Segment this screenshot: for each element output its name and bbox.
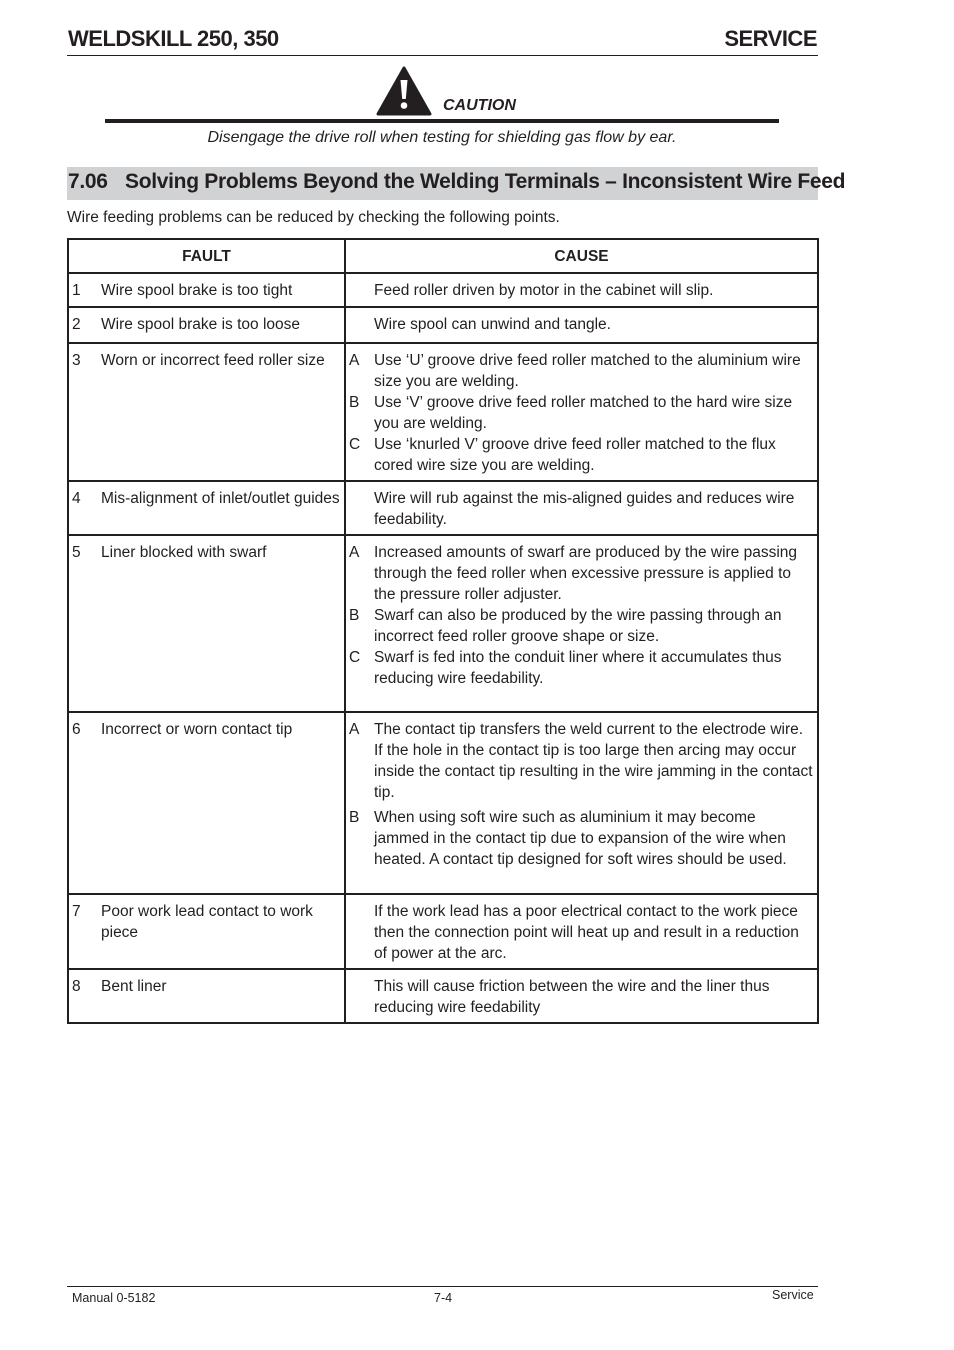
cause-item (349, 434, 813, 476)
fault-text: Liner blocked with swarf (101, 544, 267, 561)
cause-letter (349, 901, 374, 964)
fault-text: Incorrect or worn contact tip (101, 721, 293, 738)
section-number: 7.06 (68, 170, 108, 193)
fault-cell (68, 969, 345, 1023)
cause-cell (345, 712, 818, 894)
intro-paragraph: Wire feeding problems can be reduced by checking the following points. (67, 209, 560, 226)
footer-section: Service (772, 1288, 814, 1302)
section-title: Solving Problems Beyond the Welding Terminals – Inconsistent Wire Feed (125, 170, 846, 193)
fault-number: 6 (72, 721, 81, 738)
caution-rule (105, 119, 779, 123)
header-rule (67, 55, 818, 56)
fault-number: 8 (72, 978, 81, 995)
fault-cell (68, 535, 345, 712)
cause-letter: B (349, 394, 360, 411)
cause-text: Use ‘knurled V’ groove drive feed roller matched to the flux cored wire size you are welding. (374, 436, 776, 474)
caution-label: CAUTION (443, 97, 516, 114)
table-row (68, 481, 818, 535)
cause-cell (345, 894, 818, 969)
fault-text: Wire spool brake is too tight (101, 282, 293, 299)
table-row (68, 894, 818, 969)
cause-letter: C (349, 649, 361, 666)
cause-text: Use ‘U’ groove drive feed roller matched to the aluminium wire size you are welding. (374, 352, 801, 390)
cause-cell (345, 481, 818, 535)
cause-cell (345, 273, 818, 307)
cause-letter (349, 280, 374, 301)
cause-letter: C (349, 436, 361, 453)
cause-item (349, 807, 813, 870)
cause-letter: A (349, 721, 360, 738)
cause-item (349, 488, 813, 530)
cause-letter: B (349, 607, 360, 624)
fault-cell (68, 343, 345, 481)
fault-cell (68, 481, 345, 535)
cause-item (349, 719, 813, 803)
fault-number: 4 (72, 490, 81, 507)
fault-number: 2 (72, 316, 81, 333)
fault-cell (68, 273, 345, 307)
cause-item (349, 542, 813, 605)
cause-item (349, 901, 813, 964)
fault-text: Bent liner (101, 978, 167, 995)
document-title: WELDSKILL 250, 350 (68, 26, 279, 51)
cause-cell (345, 969, 818, 1023)
fault-number: 3 (72, 352, 81, 369)
fault-text: Worn or incorrect feed roller size (101, 352, 325, 369)
fault-text: Mis-alignment of inlet/outlet guides (101, 490, 340, 507)
cause-cell (345, 343, 818, 481)
cause-column-header: CAUSE (345, 239, 818, 273)
table-header-row (68, 239, 818, 273)
manual-number: Manual 0-5182 (72, 1291, 156, 1305)
cause-text: When using soft wire such as aluminium it may become jammed in the contact tip due to expansion of the wire when heated. A contact tip designed for soft wires should be used. (374, 809, 787, 868)
cause-text: Use ‘V’ groove drive feed roller matched to the hard wire size you are welding. (374, 394, 793, 432)
warning-icon (376, 66, 432, 116)
table-row (68, 535, 818, 712)
cause-letter (349, 488, 374, 530)
cause-item (349, 605, 813, 647)
cause-item (349, 350, 813, 392)
cause-text: Feed roller driven by motor in the cabinet will slip. (374, 282, 714, 299)
page-number: 7-4 (434, 1291, 453, 1305)
fault-text: Poor work lead contact to work piece (101, 903, 313, 941)
cause-item (349, 280, 813, 301)
cause-item (349, 392, 813, 434)
chapter-name: SERVICE (724, 26, 817, 51)
cause-cell (345, 307, 818, 343)
fault-number: 5 (72, 544, 81, 561)
fault-table (67, 238, 819, 1024)
fault-text: Wire spool brake is too loose (101, 316, 301, 333)
table-row (68, 307, 818, 343)
cause-text: Increased amounts of swarf are produced by the wire passing through the feed roller when excessive pressure is applied to the pressure roller adjuster. (374, 544, 798, 603)
fault-cell (68, 307, 345, 343)
section-heading (68, 168, 845, 196)
fault-number: 1 (72, 282, 81, 299)
table-row (68, 273, 818, 307)
table-row (68, 712, 818, 894)
cause-text: If the work lead has a poor electrical contact to the work piece then the connection point will heat up and result in a reduction of power at the arc. (374, 903, 799, 962)
table-row (68, 343, 818, 481)
cause-text: The contact tip transfers the weld current to the electrode wire. If the hole in the contact tip is too large then arcing may occur inside the contact tip resulting in the wire jamming in the contact tip. (374, 721, 813, 801)
cause-item (349, 976, 813, 1018)
cause-text: Wire will rub against the mis-aligned guides and reduces wire feedability. (374, 490, 795, 528)
fault-number: 7 (72, 903, 81, 920)
cause-letter: B (349, 809, 360, 826)
table-row (68, 969, 818, 1023)
cause-item (349, 647, 813, 689)
footer-rule (67, 1286, 818, 1287)
cause-text: Wire spool can unwind and tangle. (374, 316, 611, 333)
cause-letter (349, 976, 374, 1018)
cause-text: This will cause friction between the wire and the liner thus reducing wire feedability (374, 978, 770, 1016)
cause-cell (345, 535, 818, 712)
fault-column-header: FAULT (68, 239, 345, 273)
fault-cell (68, 894, 345, 969)
fault-cell (68, 712, 345, 894)
cause-item (349, 314, 813, 335)
cause-letter (349, 314, 374, 335)
caution-text: Disengage the drive roll when testing for shielding gas flow by ear. (207, 129, 677, 146)
cause-letter: A (349, 544, 360, 561)
cause-text: Swarf can also be produced by the wire passing through an incorrect feed roller groove shape or size. (374, 607, 782, 645)
cause-letter: A (349, 352, 360, 369)
cause-text: Swarf is fed into the conduit liner where it accumulates thus reducing wire feedability. (374, 649, 782, 687)
